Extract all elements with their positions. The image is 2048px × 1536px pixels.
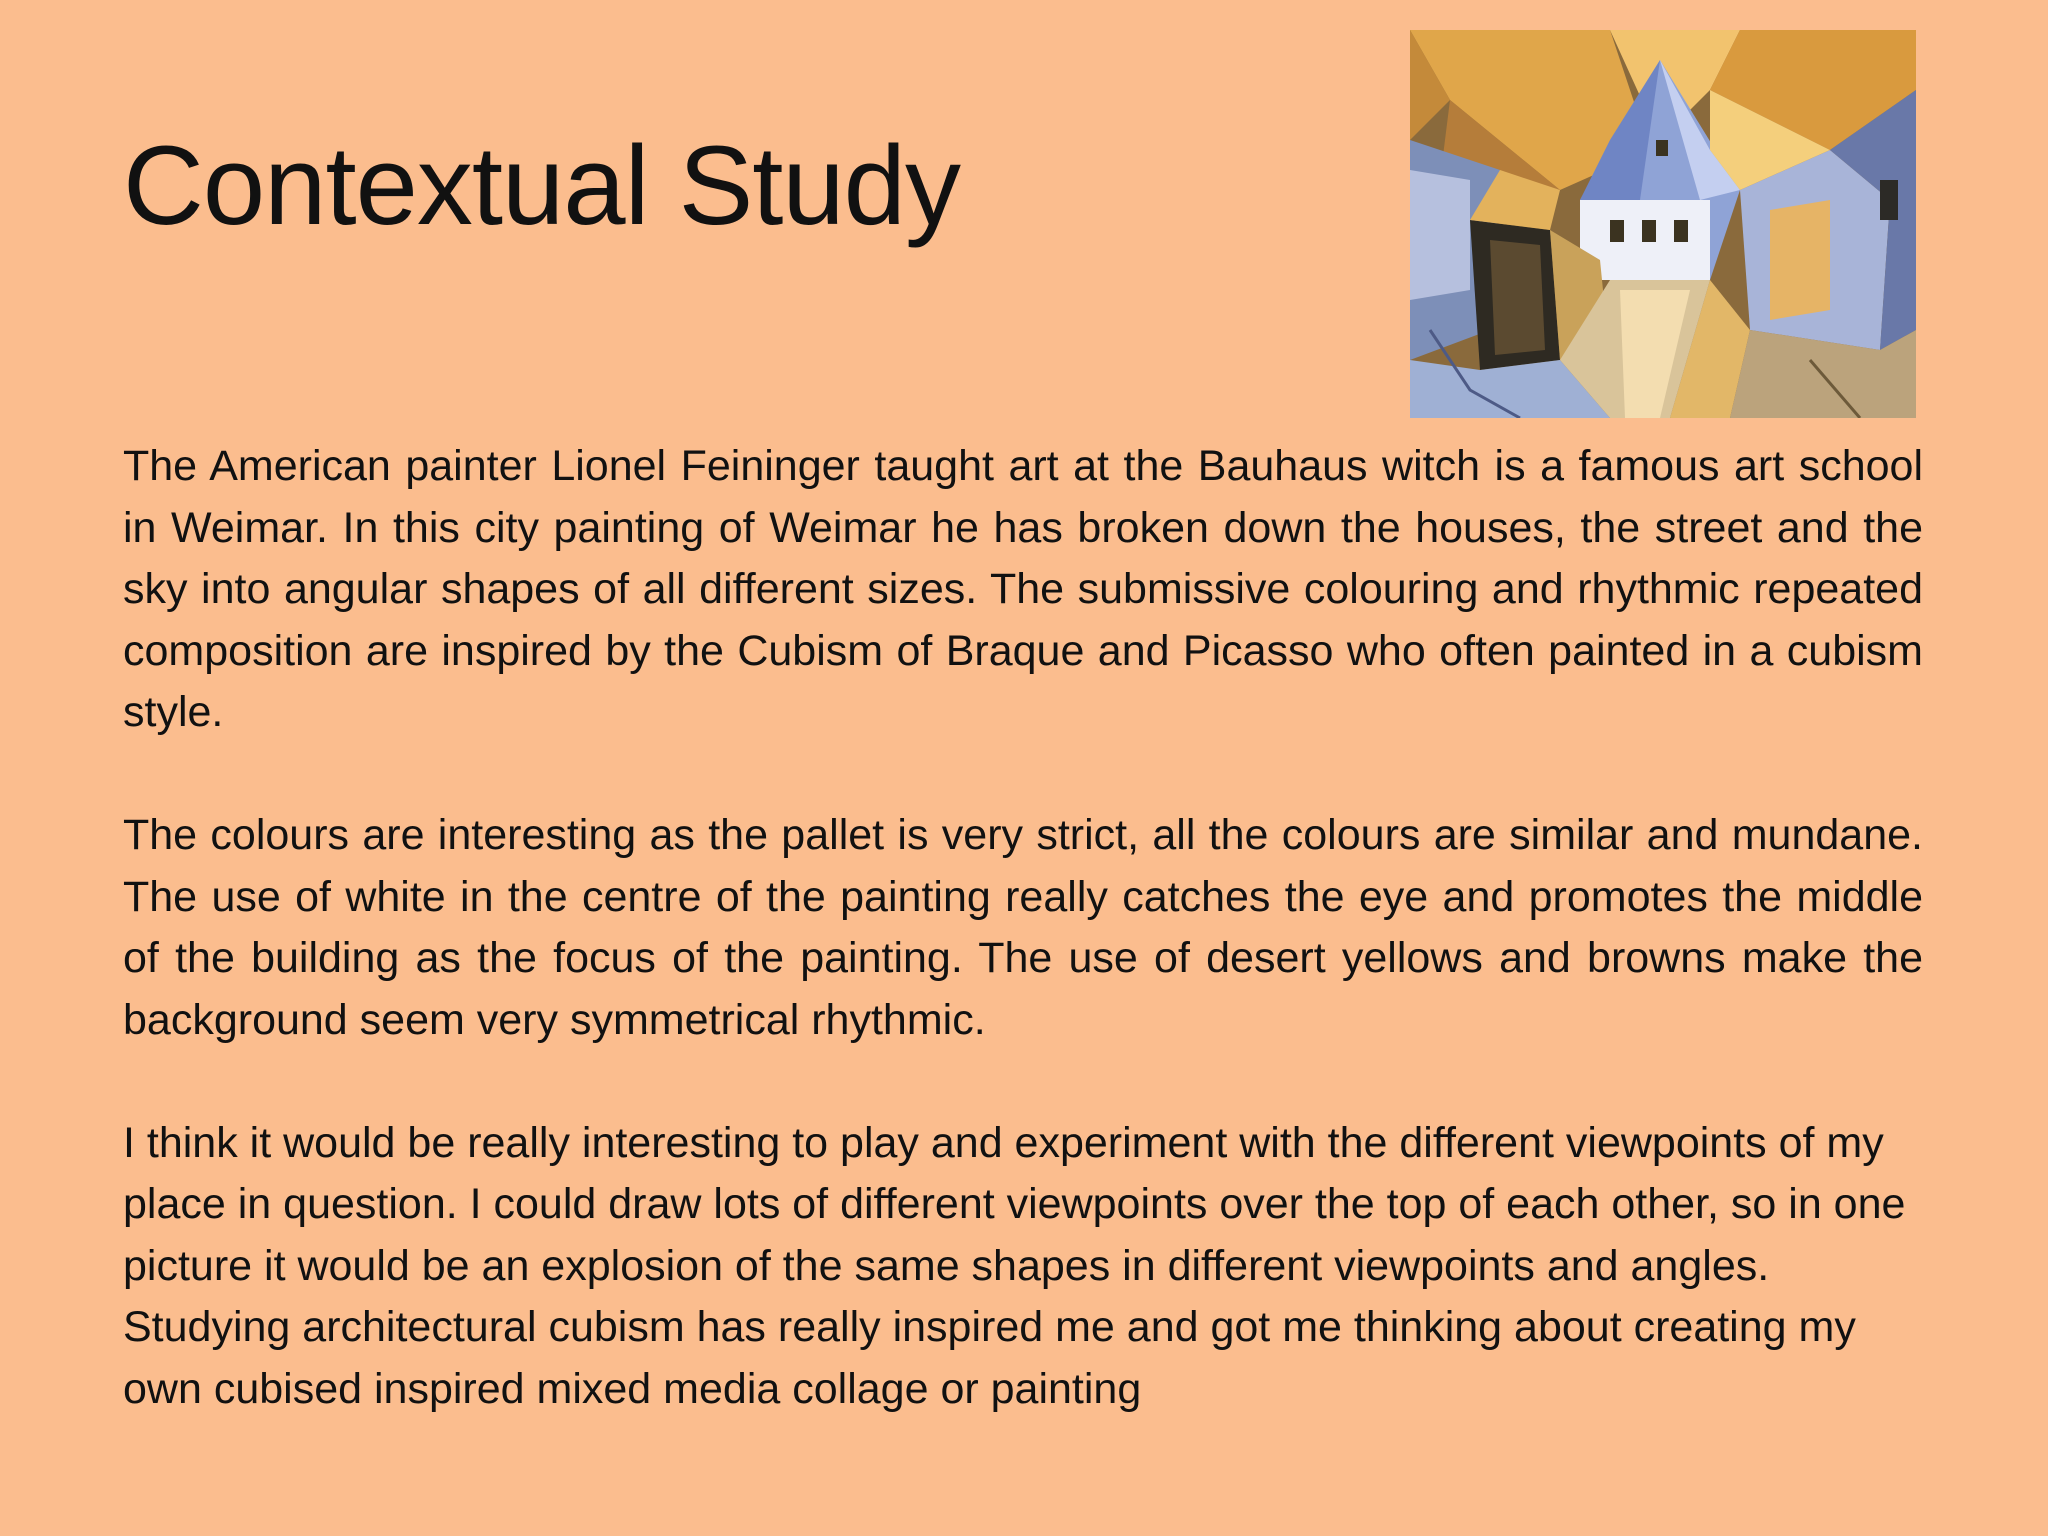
cubist-painting-image <box>1410 30 1916 418</box>
paragraph-feininger-intro: The American painter Lionel Feininger taught art at the Bauhaus witch is a famous art school in Weimar. In this city painting of Weimar he has broken down the houses, the street and the sky into angular shapes of all different sizes. The submissive colouring and rhythmic repeated composition are inspired by the Cubism of Braque and Picasso who often painted in a cubism style. <box>123 442 1923 736</box>
paragraph-colours: The colours are interesting as the pallet is very strict, all the colours are similar and mundane. The use of white in the centre of the painting really catches the eye and promotes the middle of the building as the focus of the painting. The use of desert yellows and browns make the background seem very symmetrical rhythmic. <box>123 811 1923 1044</box>
paragraph-inspiration: I think it would be really interesting to play and experiment with the different viewpoints of my place in question. I could draw lots of different viewpoints over the top of each other, so in one picture it would be an explosion of the same shapes in different viewpoints and angles. Studying architectural cubism has really inspired me and got me thinking about creating my own cubised inspired mixed media collage or painting <box>123 1118 1906 1413</box>
slide-title: Contextual Study <box>123 123 960 248</box>
body-text <box>123 436 1923 1420</box>
